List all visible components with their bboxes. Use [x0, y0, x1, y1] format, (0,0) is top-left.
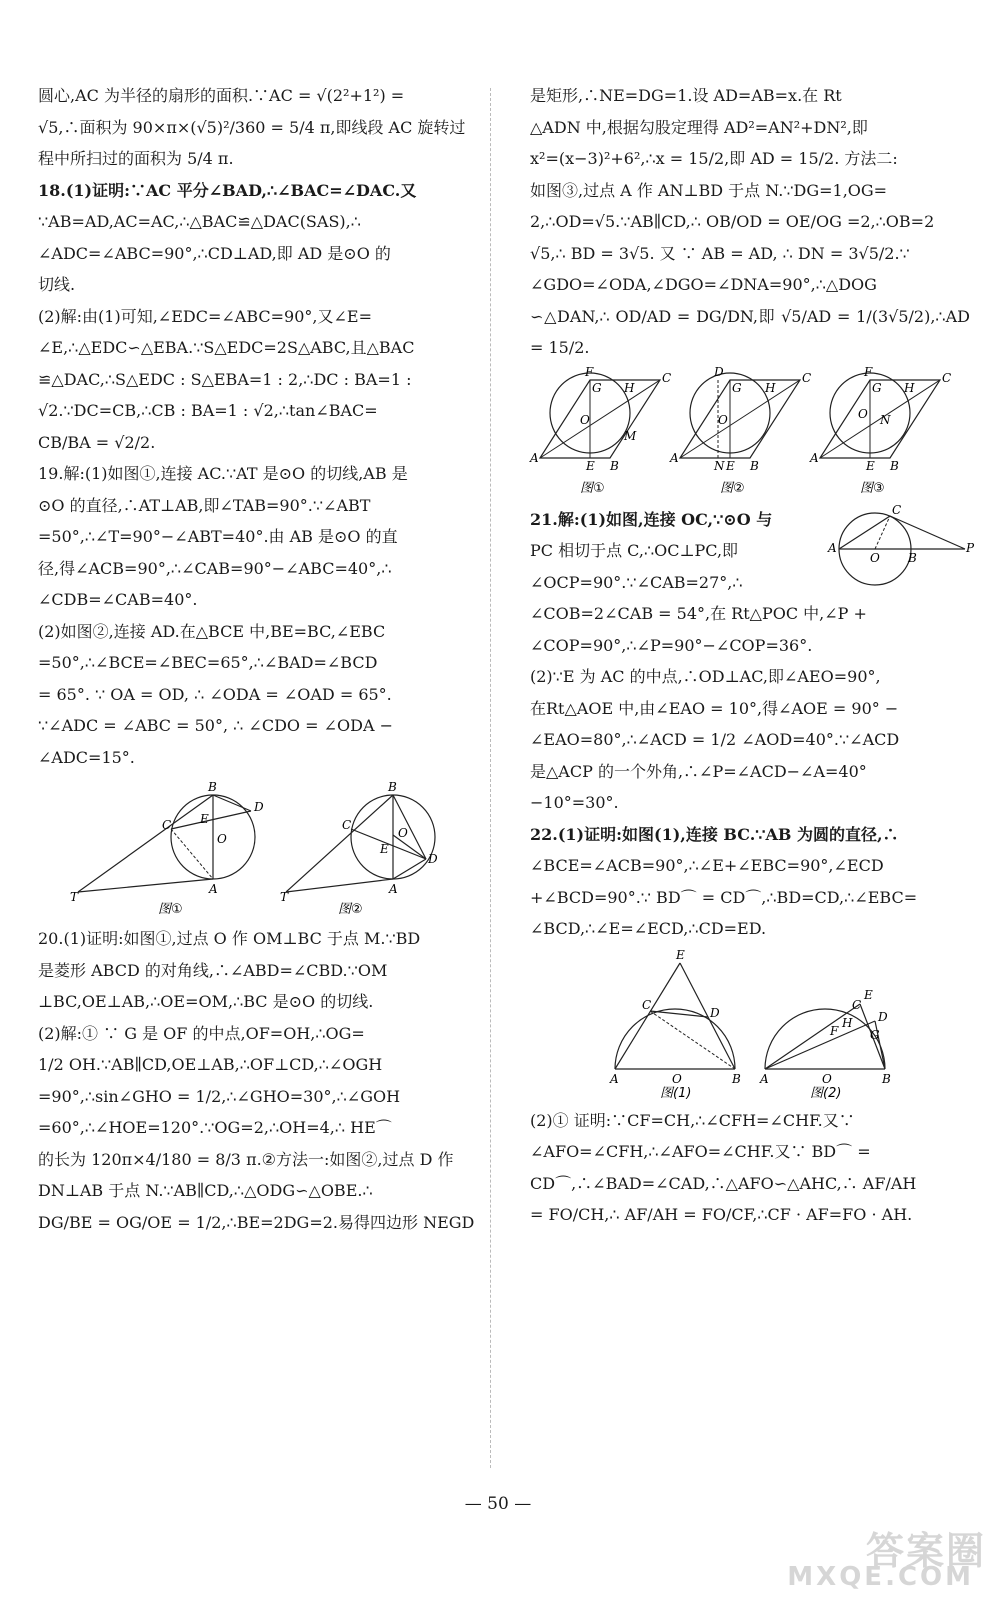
- text-line: 切线.: [38, 275, 76, 294]
- figure-20-3: [809, 365, 951, 473]
- text-line: +∠BCD=90°.∵ BD⌒ = CD⌒,∴BD=CD,∴∠EBC=: [530, 887, 918, 907]
- text-line: DN⊥AB 于点 N.∵AB∥CD,∴△ODG∽△OBE.∴: [38, 1181, 373, 1200]
- text-line: 21.解:(1)如图,连接 OC,∵⊙O 与: [530, 509, 773, 529]
- svg-text:O: O: [580, 412, 590, 427]
- svg-text:O: O: [217, 832, 227, 846]
- right-column: [530, 80, 975, 1231]
- text-line: 程中所扫过的面积为 5/4 π.: [38, 149, 234, 168]
- text-line: ∽△DAN,∴ OD/AD = DG/DN,即 √5/AD = 1/(3√5/2),∴AD = 15/2.: [530, 306, 970, 357]
- svg-text:A: A: [209, 882, 218, 896]
- text-line: 是△ACP 的一个外角,∴∠P=∠ACD−∠A=40°: [530, 761, 867, 781]
- svg-text:H: H: [765, 380, 776, 395]
- watermark-logo: 答案圈: [865, 1529, 986, 1573]
- text-line: 的长为 120π×4/180 = 8/3 π.②方法一:如图②,过点 D 作: [38, 1149, 454, 1169]
- svg-text:D: D: [254, 800, 264, 814]
- svg-text:C: C: [662, 370, 672, 385]
- svg-text:O: O: [858, 406, 868, 421]
- figure-19-1: [70, 780, 264, 904]
- svg-text:B: B: [882, 1071, 891, 1086]
- text-line: √2.∵DC=CB,∴CB : BA=1 : √2,∴tan∠BAC=: [38, 401, 378, 420]
- svg-text:P: P: [966, 540, 975, 555]
- right-text-block-3: [530, 1105, 970, 1231]
- svg-text:M: M: [624, 428, 637, 443]
- svg-text:B: B: [208, 780, 217, 794]
- figure-20: [530, 364, 970, 498]
- svg-text:D: D: [714, 364, 724, 379]
- svg-text:F: F: [864, 364, 873, 379]
- text-line: 在Rt△AOE 中,由∠EAO = 10°,得∠AOE = 90° −: [530, 698, 899, 718]
- text-line: (2)如图②,连接 AD.在△BCE 中,BE=BC,∠EBC: [38, 621, 386, 641]
- left-text-block-2: [38, 923, 478, 1238]
- svg-text:B: B: [388, 780, 397, 794]
- text-line: ∵∠ADC = ∠ABC = 50°, ∴ ∠CDO = ∠ODA −: [38, 716, 393, 735]
- svg-text:C: C: [342, 818, 352, 832]
- text-line: ∠GDO=∠ODA,∠DGO=∠DNA=90°,∴△DOG: [530, 275, 877, 294]
- text-line: =60°,∴∠HOE=120°.∵OG=2,∴OH=4,∴ HE⌒: [38, 1118, 392, 1137]
- svg-text:D: D: [428, 852, 438, 866]
- text-line: 1/2 OH.∵AB∥CD,OE⊥AB,∴OF⊥CD,∴∠OGH: [38, 1055, 383, 1074]
- text-line: ∠AFO=∠CFH,∴∠AFO=∠CHF.又∵ BD⌒ =: [530, 1142, 871, 1161]
- svg-text:E: E: [380, 842, 389, 856]
- svg-text:B: B: [610, 458, 619, 473]
- svg-text:A: A: [760, 1071, 769, 1086]
- text-line: 圆心,AC 为半径的扇形的面积.∵AC = √(2²+1²) =: [38, 86, 405, 105]
- left-column: [38, 80, 478, 1238]
- svg-text:C: C: [802, 370, 812, 385]
- left-text-block-1: [38, 80, 478, 773]
- svg-text:A: A: [530, 450, 539, 465]
- svg-text:B: B: [890, 458, 899, 473]
- svg-text:E: E: [586, 458, 595, 473]
- text-line: √5,∴ BD = 3√5. 又 ∵ AB = AD, ∴ DN = 3√5/2.∵: [530, 243, 910, 263]
- svg-text:N: N: [880, 412, 891, 427]
- svg-text:O: O: [672, 1071, 682, 1086]
- text-line: ∠E,∴△EDC∽△EBA.∵S△EDC=2S△ABC,且△BAC: [38, 338, 415, 357]
- svg-text:A: A: [810, 450, 819, 465]
- svg-text:E: E: [200, 812, 209, 826]
- svg-text:O: O: [822, 1071, 832, 1086]
- text-line: −10°=30°.: [530, 793, 619, 812]
- svg-text:T: T: [280, 890, 289, 904]
- text-line: △ADN 中,根据勾股定理得 AD²=AN²+DN²,即: [530, 117, 868, 137]
- svg-text:A: A: [610, 1071, 619, 1086]
- svg-text:G: G: [732, 380, 742, 395]
- caption-fig20-2: 图②: [720, 480, 745, 496]
- text-line: CD⌒,∴∠BAD=∠CAD,∴△AFO∽△AHC,∴ AF/AH: [530, 1173, 917, 1193]
- svg-text:C: C: [162, 818, 172, 832]
- text-line: ∠CDB=∠CAB=40°.: [38, 590, 198, 609]
- figure-19-diagram: [38, 777, 478, 917]
- column-divider: [490, 88, 491, 1468]
- text-line: ⊥BC,OE⊥AB,∴OE=OM,∴BC 是⊙O 的切线.: [38, 992, 374, 1011]
- caption-fig19-2: 图②: [338, 902, 363, 917]
- text-line: 径,得∠ACB=90°,∴∠CAB=90°−∠ABC=40°,∴: [38, 558, 392, 578]
- figure-20-2: [669, 365, 811, 473]
- text-line: = 65°. ∵ OA = OD, ∴ ∠ODA = ∠OAD = 65°.: [38, 684, 392, 704]
- text-line: 18.(1)证明:∵AC 平分∠BAD,∴∠BAC=∠DAC.又: [38, 180, 417, 200]
- svg-text:G: G: [870, 1027, 880, 1042]
- text-line: CB/BA = √2/2.: [38, 432, 156, 452]
- text-line: √5,∴面积为 90×π×(√5)²/360 = 5/4 π,即线段 AC 旋转过: [38, 117, 466, 137]
- caption-fig22-1: 图(1): [660, 1085, 692, 1101]
- text-line: 19.解:(1)如图①,连接 AC.∵AT 是⊙O 的切线,AB 是: [38, 464, 408, 483]
- svg-text:G: G: [592, 380, 602, 395]
- text-line: ∠ADC=∠ABC=90°,∴CD⊥AD,即 AD 是⊙O 的: [38, 243, 391, 263]
- text-line: =50°,∴∠BCE=∠BEC=65°,∴∠BAD=∠BCD: [38, 653, 378, 672]
- figure-20-diagram: [530, 364, 970, 498]
- text-line: 是矩形,∴NE=DG=1.设 AD=AB=x.在 Rt: [530, 86, 842, 105]
- text-line: ∠ADC=15°.: [38, 747, 135, 767]
- svg-text:D: D: [878, 1009, 888, 1024]
- svg-text:H: H: [904, 380, 915, 395]
- text-line: (2)∵E 为 AC 的中点,∴OD⊥AC,即∠AEO=90°,: [530, 667, 881, 686]
- text-line: ⊙O 的直径,∴AT⊥AB,即∠TAB=90°.∵∠ABT: [38, 495, 371, 515]
- svg-text:E: E: [726, 458, 735, 473]
- text-line: = FO/CH,∴ AF/AH = FO/CF,∴CF · AF=FO · AH.: [530, 1205, 913, 1224]
- svg-text:B: B: [732, 1071, 741, 1086]
- text-line: 2,∴OD=√5.∵AB∥CD,∴ OB/OD = OE/OG =2,∴OB=2: [530, 212, 935, 231]
- svg-text:C: C: [942, 370, 952, 385]
- text-line: ≌△DAC,∴S△EDC : S△EBA=1 : 2,∴DC : BA=1 :: [38, 369, 412, 389]
- svg-text:O: O: [398, 826, 408, 840]
- text-line: ∠BCD,∴∠E=∠ECD,∴CD=ED.: [530, 919, 767, 938]
- caption-fig22-2: 图(2): [810, 1085, 842, 1101]
- text-line: DG/BE = OG/OE = 1/2,∴BE=2DG=2.易得四边形 NEGD: [38, 1212, 475, 1232]
- svg-text:O: O: [718, 412, 728, 427]
- caption-fig20-1: 图①: [580, 480, 605, 496]
- figure-22-1: [609, 948, 741, 1086]
- text-line: =50°,∴∠T=90°−∠ABT=40°.由 AB 是⊙O 的直: [38, 527, 398, 546]
- svg-text:C: C: [642, 997, 652, 1012]
- caption-fig19-1: 图①: [158, 902, 183, 917]
- text-line: 如图③,过点 A 作 AN⊥BD 于点 N.∵DG=1,OG=: [530, 180, 888, 200]
- text-line: ∠COB=2∠CAB = 54°,在 Rt△POC 中,∠P +: [530, 604, 867, 623]
- svg-text:A: A: [670, 450, 679, 465]
- svg-text:F: F: [830, 1023, 839, 1038]
- svg-text:H: H: [624, 380, 635, 395]
- problem-21-block: [530, 502, 975, 945]
- svg-text:C: C: [892, 502, 902, 517]
- caption-fig20-3: 图③: [860, 480, 885, 496]
- right-text-block-1: [530, 80, 970, 364]
- text-line: =90°,∴sin∠GHO = 1/2,∴∠GHO=30°,∴∠GOH: [38, 1086, 401, 1106]
- text-line: PC 相切于点 C,∴OC⊥PC,即: [530, 541, 739, 560]
- svg-text:A: A: [389, 882, 398, 896]
- svg-text:H: H: [842, 1015, 853, 1030]
- text-line: 是菱形 ABCD 的对角线,∴∠ABD=∠CBD.∵OM: [38, 960, 388, 980]
- svg-text:A: A: [828, 540, 837, 555]
- text-line: (2)解:由(1)可知,∠EDC=∠ABC=90°,又∠E=: [38, 306, 372, 326]
- figure-22: [530, 949, 970, 1099]
- svg-text:B: B: [908, 550, 917, 565]
- figure-22-2: [759, 988, 891, 1086]
- text-line: 20.(1)证明:如图①,过点 O 作 OM⊥BC 于点 M.∵BD: [38, 929, 421, 948]
- svg-text:T: T: [70, 890, 79, 904]
- text-line: 22.(1)证明:如图(1),连接 BC.∵AB 为圆的直径,∴: [530, 824, 899, 844]
- text-line: (2)① 证明:∵CF=CH,∴∠CFH=∠CHF.又∵: [530, 1110, 855, 1130]
- svg-text:G: G: [872, 380, 882, 395]
- figure-19: [38, 777, 478, 917]
- text-line: ∠BCE=∠ACB=90°,∴∠E+∠EBC=90°,∠ECD: [530, 856, 884, 875]
- svg-text:D: D: [710, 1005, 720, 1020]
- figure-20-1: [529, 365, 671, 473]
- figure-19-2: [280, 780, 438, 904]
- svg-text:E: E: [866, 458, 875, 473]
- svg-text:F: F: [585, 364, 594, 379]
- page-number: — 50 —: [464, 1494, 532, 1514]
- figure-22-diagram: [530, 949, 970, 1099]
- figure-21-diagram: [820, 502, 975, 594]
- watermark-url: MXQE.COM: [787, 1562, 974, 1592]
- svg-text:O: O: [870, 550, 880, 565]
- text-line: (2)解:① ∵ G 是 OF 的中点,OF=OH,∴OG=: [38, 1023, 365, 1043]
- text-line: ∠COP=90°,∴∠P=90°−∠COP=36°.: [530, 635, 813, 655]
- svg-text:E: E: [864, 987, 873, 1002]
- text-line: ∠OCP=90°.∵∠CAB=27°,∴: [530, 572, 743, 592]
- text-line: ∵AB=AD,AC=AC,∴△BAC≌△DAC(SAS),∴: [38, 212, 361, 231]
- svg-text:N: N: [714, 458, 725, 473]
- svg-text:C: C: [852, 997, 862, 1012]
- svg-text:B: B: [750, 458, 759, 473]
- text-line: ∠EAO=80°,∴∠ACD = 1/2 ∠AOD=40°.∵∠ACD: [530, 730, 900, 749]
- svg-text:E: E: [676, 947, 685, 962]
- text-line: x²=(x−3)²+6²,∴x = 15/2,即 AD = 15/2. 方法二:: [530, 149, 898, 168]
